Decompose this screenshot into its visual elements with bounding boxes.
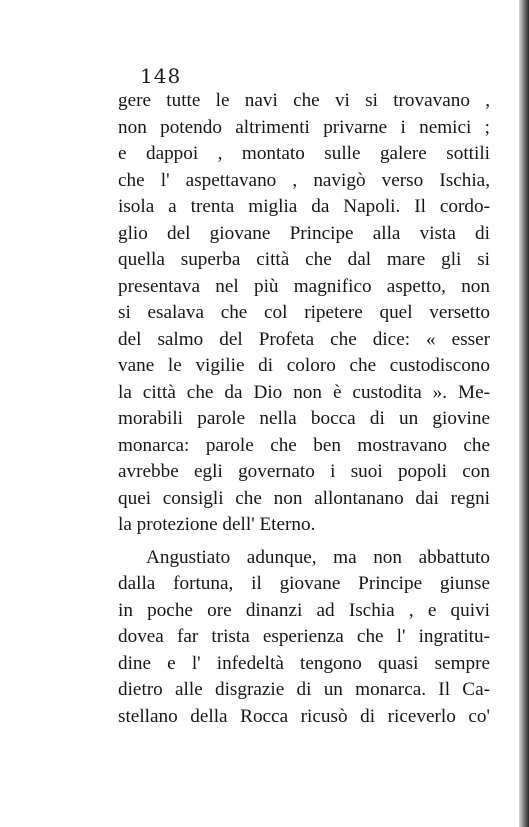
body-text [118, 88, 490, 730]
text-line: dalla fortuna, il giovane Principe giunse [118, 573, 490, 594]
text-line: monarca: parole che ben mostravano che [118, 434, 490, 456]
page-number: 148 [140, 64, 182, 88]
text-line: la protezione dell' Eterno. [118, 514, 316, 535]
text-line: avrebbe egli governato i suoi popoli con [118, 461, 490, 482]
text-line: e dappoi , montato sulle galere sottili [118, 143, 490, 164]
text-line: glio del giovane Principe alla vista di [118, 222, 490, 244]
text-line: non potendo altrimenti privarne i nemici ; [118, 116, 490, 138]
text-line: vane le vigilie di coloro che custodiscono [118, 355, 490, 376]
text-line: Angustiato adunque, ma non abbattuto [146, 546, 490, 568]
text-line: quella superba città che dal mare gli si [118, 249, 490, 270]
text-line: dovea far trista esperienza che l' ingratitu- [118, 626, 490, 647]
paragraph-1 [118, 88, 490, 539]
paragraph-2 [118, 545, 490, 731]
text-line: quei consigli che non allontanano dai regni [118, 487, 490, 509]
text-line: dine e l' infedeltà tengono quasi sempre [118, 652, 490, 674]
text-line: presentava nel più magnifico aspetto, non [118, 275, 490, 297]
text-line: dietro alle disgrazie di un monarca. Il Ca- [118, 679, 490, 700]
text-line: stellano della Rocca ricusò di riceverlo co' [118, 705, 490, 727]
page-spine-shadow [519, 0, 529, 827]
text-line: si esalava che col ripetere quel versetto [118, 302, 490, 323]
text-line: in poche ore dinanzi ad Ischia , e quivi [118, 599, 490, 621]
text-line: che l' aspettavano , navigò verso Ischia, [118, 169, 490, 191]
text-line: isola a trenta miglia da Napoli. Il cordo- [118, 196, 490, 217]
text-line: morabili parole nella bocca di un giovine [118, 408, 490, 429]
text-line: la città che da Dio non è custodita ». Me- [118, 381, 490, 403]
text-line: gere tutte le navi che vi si trovavano , [118, 90, 490, 111]
text-line: del salmo del Profeta che dice: « esser [118, 328, 490, 350]
